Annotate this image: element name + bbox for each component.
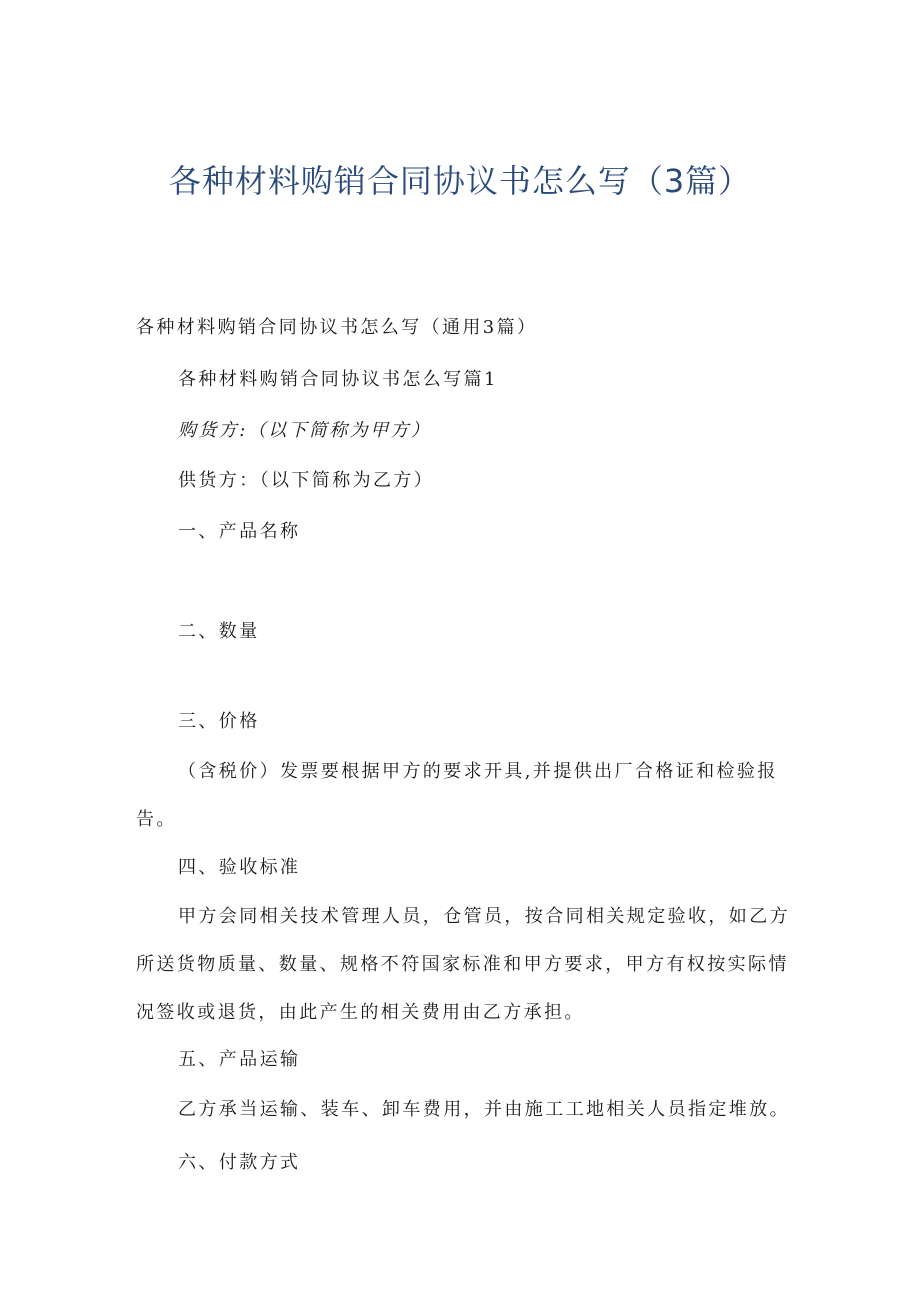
clause-heading-product-name: 一、产品名称 xyxy=(178,521,301,542)
clause-text-line: 况签收或退货，由此产生的相关费用由乙方承担。 xyxy=(136,1002,585,1023)
document-title: 各种材料购销合同协议书怎么写（3篇） xyxy=(168,162,752,200)
clause-heading-payment: 六、付款方式 xyxy=(178,1152,301,1173)
document-subtitle: 各种材料购销合同协议书怎么写（通用3篇） xyxy=(136,317,538,338)
section-heading: 各种材料购销合同协议书怎么写篇1 xyxy=(178,369,498,390)
buyer-line: 购货方:（以下简称为甲方） xyxy=(178,420,432,441)
clause-text-line: （含税价）发票要根据甲方的要求开具,并提供出厂合格证和检验报 xyxy=(178,761,778,782)
clause-heading-acceptance: 四、验收标准 xyxy=(178,857,301,878)
clause-text-line: 所送货物质量、数量、规格不符国家标准和甲方要求，甲方有权按实际情 xyxy=(136,954,789,975)
clause-heading-price: 三、价格 xyxy=(178,711,260,732)
clause-heading-quantity: 二、数量 xyxy=(178,621,260,642)
clause-heading-transport: 五、产品运输 xyxy=(178,1049,301,1070)
clause-text-line: 乙方承当运输、装车、卸车费用，并由施工工地相关人员指定堆放。 xyxy=(178,1099,790,1120)
clause-text-line: 告。 xyxy=(136,809,177,830)
clause-text-line: 甲方会同相关技术管理人员，仓管员，按合同相关规定验收，如乙方 xyxy=(178,906,790,927)
seller-line: 供货方：（以下简称为乙方） xyxy=(178,470,435,491)
